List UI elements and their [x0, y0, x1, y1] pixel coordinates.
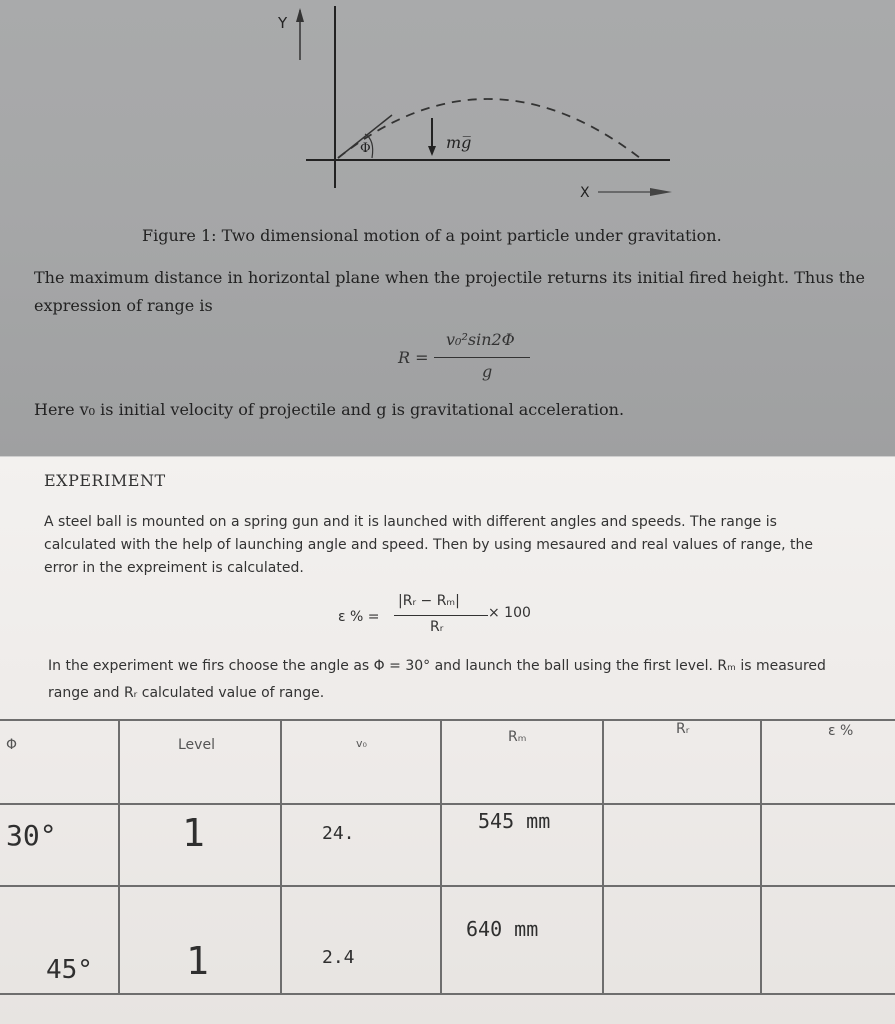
error-formula-lhs: ε % =: [338, 609, 380, 625]
results-table: [0, 719, 895, 1019]
y-axis-label: Y: [278, 14, 288, 32]
force-label: mg̅: [446, 133, 472, 152]
row2-rm: 640 mm: [466, 917, 539, 941]
experiment-paragraph: A steel ball is mounted on a spring gun and it is launched with different angles and speeds. The range is calculated with the help of launching angle and speed. Then by using mesaured and real values of range, the error in the expreiment is calculated.: [44, 514, 813, 576]
range-formula-lhs: R =: [398, 348, 429, 367]
table-col-line-3: [440, 719, 442, 995]
header-v0: v₀: [356, 737, 367, 750]
x-axis-arrowhead: [650, 188, 672, 196]
table-col-line-5: [760, 719, 762, 995]
y-axis-arrowhead: [296, 8, 304, 22]
header-phi: Φ: [6, 737, 18, 753]
range-formula-numerator: v₀²sin2Φ: [446, 330, 515, 349]
error-formula-numerator: |Rᵣ − Rₘ|: [398, 593, 460, 609]
row2-v0: 2.4: [322, 947, 355, 968]
error-formula-fraction-bar: [394, 615, 488, 616]
range-formula-fraction-bar: [434, 357, 530, 358]
experiment-heading: EXPERIMENT: [44, 471, 166, 490]
row2-level: 1: [186, 939, 209, 983]
row1-v0: 24.: [322, 823, 355, 844]
intro-note: Here v₀ is initial velocity of projectile and g is gravitational acceleration.: [34, 400, 625, 419]
textbook-photo: [0, 0, 895, 456]
header-error: ε %: [828, 723, 854, 739]
x-axis-label: X: [580, 185, 590, 201]
figure-caption: Figure 1: Two dimensional motion of a point particle under gravitation.: [142, 226, 722, 245]
header-rm: Rₘ: [508, 729, 527, 745]
header-rr: Rᵣ: [676, 721, 690, 737]
row1-phi: 30°: [6, 819, 57, 852]
table-col-line-1: [118, 719, 120, 995]
range-formula: [398, 330, 548, 386]
table-col-line-2: [280, 719, 282, 995]
error-formula: [338, 593, 558, 645]
table-col-line-4: [602, 719, 604, 995]
trajectory-path: [338, 99, 640, 158]
row1-rm: 545 mm: [478, 809, 551, 833]
header-level: Level: [178, 737, 215, 753]
intro-paragraph: The maximum distance in horizontal plane when the projectile returns its initial fired height. Thus the expression of range is: [34, 268, 865, 315]
row1-level: 1: [182, 811, 205, 855]
error-formula-denominator: Rᵣ: [430, 619, 444, 635]
gravity-arrowhead: [428, 146, 436, 156]
row2-phi: 45°: [46, 955, 93, 985]
range-formula-denominator: g: [482, 362, 493, 381]
error-formula-multiplier: × 100: [488, 605, 531, 621]
worksheet-photo: [0, 457, 895, 1024]
projectile-figure: [0, 0, 895, 220]
experiment-paragraph-2: In the experiment we firs choose the angle as Φ = 30° and launch the ball using the first level. Rₘ is measured range and Rᵣ calculated value of range.: [48, 658, 826, 701]
angle-label: Φ: [360, 141, 371, 156]
